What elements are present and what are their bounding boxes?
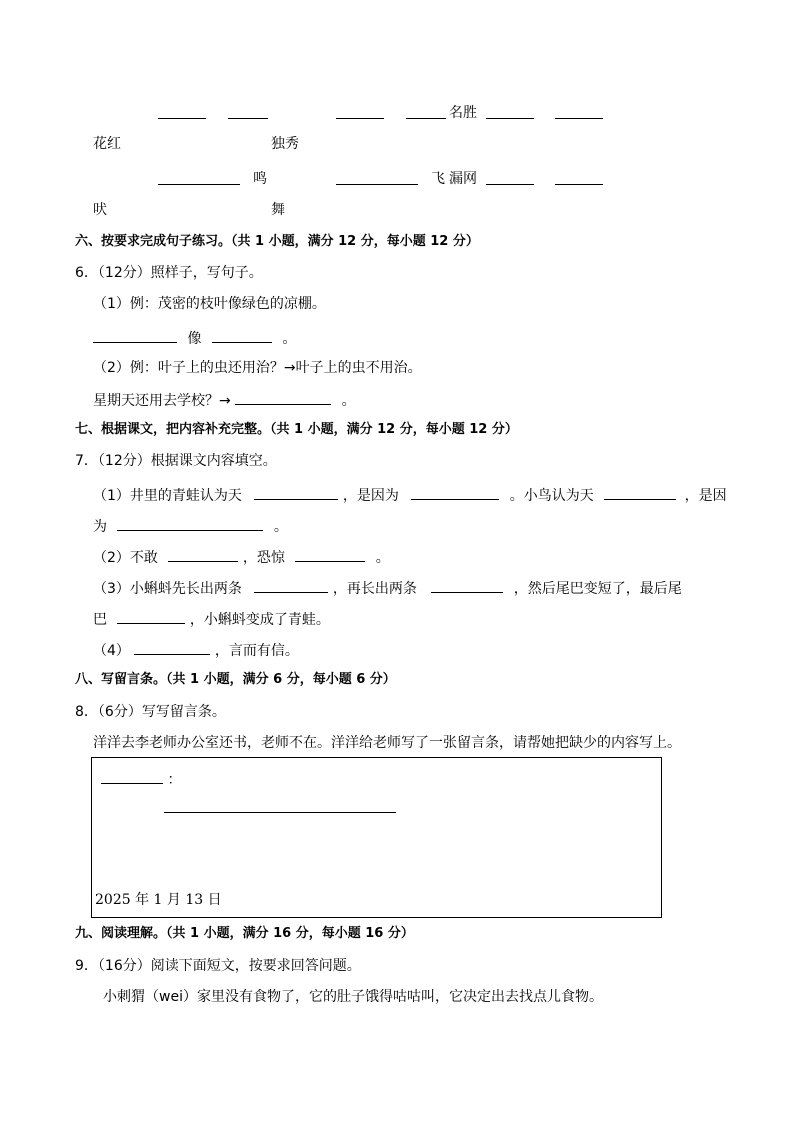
blank[interactable] [486,104,534,119]
blank[interactable] [168,547,238,562]
blank[interactable] [254,578,328,593]
blank[interactable] [254,485,338,500]
word-fei2: 吠 [93,202,107,218]
word-huahong: 花红 [93,136,121,152]
section-heading: 九、阅读理解。（共 1 小题，满分 16 分，每小题 16 分） [75,926,414,941]
blank[interactable] [295,547,365,562]
blank[interactable] [93,328,177,343]
note-body-blank[interactable] [164,798,396,813]
blank[interactable] [212,328,272,343]
question-title: 7．（12分）根据课文内容填空。 [75,453,277,469]
blank[interactable] [555,104,603,119]
blank[interactable] [101,769,163,784]
blank[interactable] [555,170,603,185]
question-part: （2）不敢 ，恐惊 。 [93,547,390,567]
section-heading: 七、根据课文，把内容补充完整。（共 1 小题，满分 12 分，每小题 12 分） [75,422,518,437]
section-heading: 八、写留言条。（共 1 小题，满分 6 分，每小题 6 分） [75,672,396,687]
question-part: 为 。 [93,516,288,536]
blank[interactable] [228,104,268,119]
question-title: 9．（16分）阅读下面短文，按要求回答问题。 [75,958,361,974]
blank[interactable] [134,640,210,655]
word-fei: 飞 [431,171,445,187]
blank[interactable] [411,485,499,500]
blank[interactable] [336,170,418,185]
question-part: （1）例：茂密的枝叶像绿色的凉棚。 [93,296,326,312]
answer-line: 像 。 [93,328,296,348]
question-title: 8．（6分）写写留言条。 [75,704,226,720]
blank[interactable] [235,390,331,405]
blank[interactable] [486,170,534,185]
word-louwang: 漏网 [449,171,477,187]
note-date: 2025 年 1 月 13 日 [95,892,222,908]
word-mingsheng: 名胜 [449,105,477,121]
blank[interactable] [431,578,503,593]
question-title: 6．（12分）照样子，写句子。 [75,265,263,281]
question-part: 巴 ，小蝌蚪变成了青蛙。 [93,609,330,629]
word-ming: 鸣 [253,171,267,187]
blank[interactable] [158,170,240,185]
question-part: （4） ，言而有信。 [93,640,299,660]
blank[interactable] [117,609,185,624]
blank[interactable] [117,516,263,531]
question-prompt: 洋洋去李老师办公室还书，老师不在。洋洋给老师写了一张留言条，请帮她把缺少的内容写上。 [93,735,681,751]
answer-line: 星期天还用去学校？→ 。 [93,390,356,410]
blank[interactable] [158,104,206,119]
note-salutation: ： [101,769,181,789]
question-part: （3）小蝌蚪先长出两条 ，再长出两条 ，然后尾巴变短了，最后尾 [93,578,682,598]
blank[interactable] [604,485,676,500]
reading-passage: 小刺猬（wei）家里没有食物了，它的肚子饿得咕咕叫，它决定出去找点儿食物。 [103,989,603,1005]
question-part: （1）井里的青蛙认为天 ，是因为 。小鸟认为天 ，是因 [93,485,727,505]
section-heading: 六、按要求完成句子练习。（共 1 小题，满分 12 分，每小题 12 分） [75,234,479,249]
blank[interactable] [406,104,446,119]
word-duxiu: 独秀 [271,136,299,152]
blank[interactable] [336,104,384,119]
word-wu: 舞 [271,202,285,218]
question-part: （2）例：叶子上的虫还用治？→叶子上的虫不用治。 [93,360,422,376]
